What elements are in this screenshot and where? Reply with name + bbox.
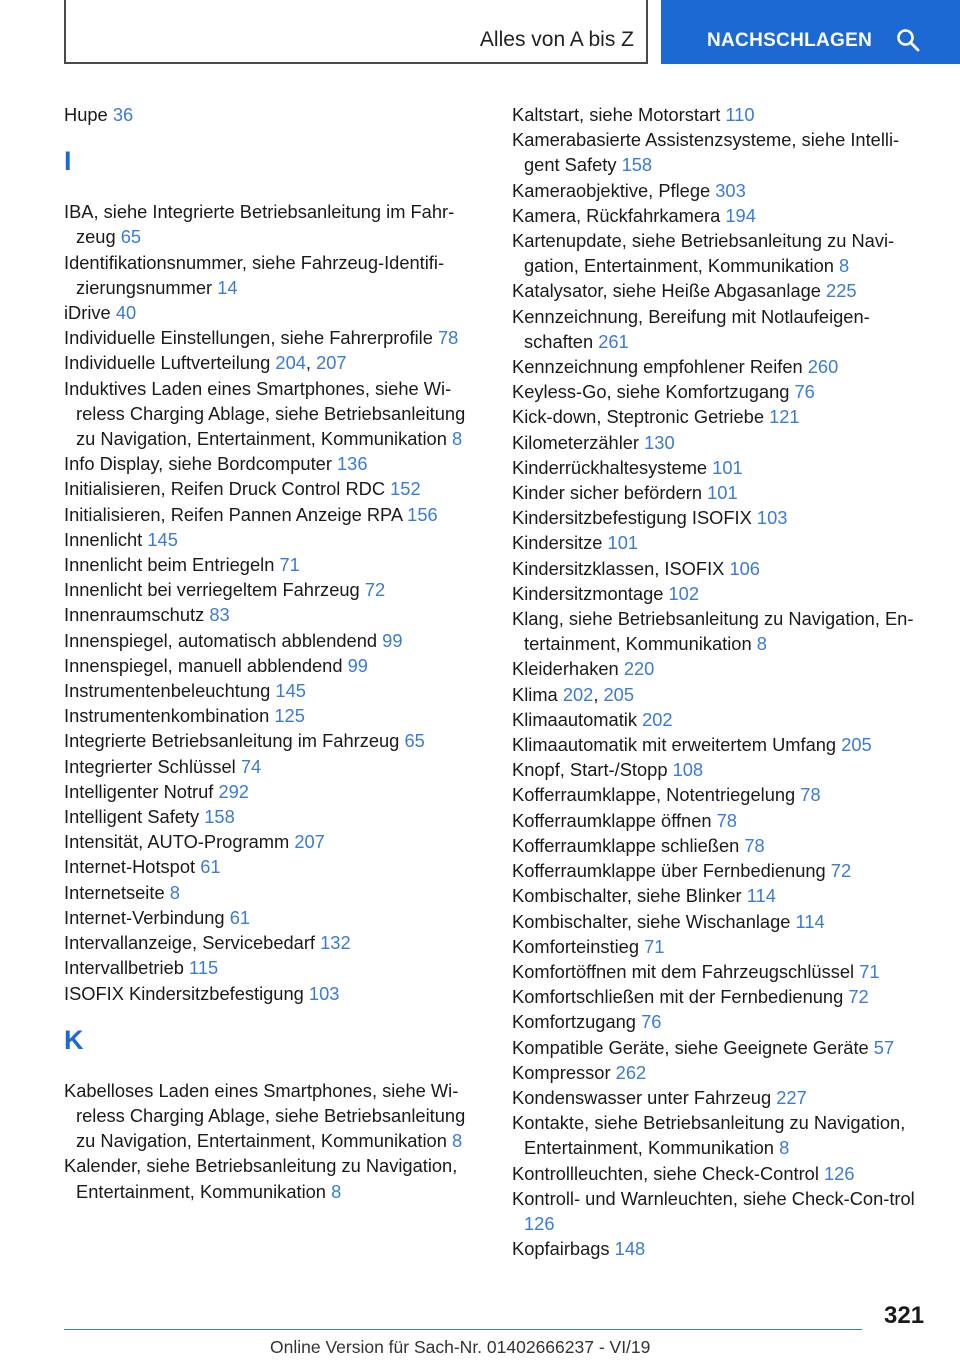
index-term: Kaltstart, siehe Motorstart: [512, 104, 721, 125]
index-term: Intelligenter Notruf: [64, 780, 214, 802]
index-entry: [512, 1035, 932, 1060]
page-link[interactable]: 99: [347, 654, 368, 676]
index-term: Innenraumschutz: [64, 604, 205, 626]
index-term: Komforteinstieg: [512, 935, 640, 957]
index-term: Kleiderhaken: [512, 658, 619, 680]
index-entry: [512, 959, 932, 984]
index-entry: [64, 451, 484, 476]
page-link[interactable]: 61: [200, 856, 221, 878]
index-term: Individuelle Luftverteilung: [64, 352, 271, 374]
page-link[interactable]: 8: [169, 881, 180, 903]
index-term: Kartenupdate, siehe Betriebsanleitung zu Navi-gation, Entertainment, Kommunikation: [512, 230, 895, 277]
page-link[interactable]: 71: [859, 960, 880, 982]
index-entry: [64, 678, 484, 703]
page-link[interactable]: 207: [316, 352, 347, 374]
page-link[interactable]: 14: [217, 276, 238, 298]
index-term: Individuelle Einstellungen, siehe Fahrerprofile: [64, 327, 433, 349]
page-link[interactable]: 101: [607, 532, 639, 554]
index-term: Identifikationsnummer, siehe Fahrzeug-Identifi-zierungsnummer: [64, 251, 445, 298]
index-term: Kombischalter, siehe Wischanlage: [512, 910, 791, 932]
index-column-left: [64, 102, 484, 1204]
index-entry: [64, 502, 484, 527]
index-entry: [512, 1236, 932, 1261]
index-term: Innenspiegel, automatisch abblendend: [64, 629, 378, 651]
page-link[interactable]: 260: [807, 356, 839, 378]
index-term: Internet-Verbindung: [64, 906, 225, 928]
index-term: Kontakte, siehe Betriebsanleitung zu Navigation, Entertainment, Kommunikation: [512, 1112, 906, 1159]
index-term: Instrumentenkombination: [64, 705, 270, 727]
index-term: Kinder sicher befördern: [512, 482, 703, 504]
index-term: Kindersitze: [512, 532, 603, 554]
index-term: Instrumentenbeleuchtung: [64, 680, 271, 702]
index-term: Kompatible Geräte, siehe Geeignete Geräte: [512, 1036, 869, 1058]
page-link[interactable]: 262: [615, 1061, 647, 1083]
index-entry: [512, 707, 932, 732]
index-term: Kameraobjektive, Pflege: [512, 179, 711, 201]
page-link[interactable]: 125: [274, 705, 305, 727]
page-link[interactable]: 102: [668, 582, 700, 604]
index-entry: [512, 732, 932, 757]
index-term: Kontroll- und Warnleuchten, siehe Check-Con-trol: [512, 1187, 915, 1209]
page-link[interactable]: 99: [382, 629, 403, 651]
nachschlagen-tab[interactable]: [661, 0, 960, 64]
page-link[interactable]: 57: [873, 1036, 895, 1058]
index-term: Kennzeichnung empfohlener Reifen: [512, 356, 803, 378]
index-entry: [64, 527, 484, 552]
index-term: Innenlicht bei verriegeltem Fahrzeug: [64, 579, 360, 601]
index-entry: [64, 804, 484, 829]
index-entry: [512, 178, 932, 203]
header-title: Alles von A bis Z: [479, 28, 634, 51]
page-link[interactable]: 106: [729, 557, 760, 579]
page-link[interactable]: 72: [830, 860, 852, 882]
index-entry: [512, 858, 932, 883]
index-term: Komfortzugang: [512, 1011, 636, 1033]
page-link[interactable]: 303: [715, 179, 746, 201]
index-term: Intensität, AUTO-Programm: [64, 831, 290, 853]
index-entry: [512, 278, 932, 303]
index-term: Kontrollleuchten, siehe Check-Control: [512, 1162, 819, 1184]
page-link[interactable]: 71: [279, 554, 300, 576]
page-link[interactable]: 114: [746, 885, 776, 907]
index-entry: [512, 1110, 932, 1160]
index-term: iDrive: [64, 302, 111, 324]
index-term: Kofferraumklappe öffnen: [512, 809, 712, 831]
page-link[interactable]: 8: [331, 1180, 342, 1202]
page-link[interactable]: 202: [642, 708, 673, 730]
index-term: Komfortöffnen mit dem Fahrzeugschlüssel: [512, 960, 855, 982]
section-letter: I: [64, 146, 72, 177]
page-link[interactable]: 83: [209, 604, 230, 626]
index-entry: [512, 480, 932, 505]
index-entry: [512, 984, 932, 1009]
header-title-box: [64, 0, 648, 64]
index-term: Internet-Hotspot: [64, 856, 196, 878]
page-link[interactable]: 8: [756, 633, 767, 655]
index-term: Klimaautomatik: [512, 708, 637, 730]
page-link[interactable]: 136: [337, 453, 368, 475]
index-entry: [512, 404, 932, 429]
page-link[interactable]: 204: [275, 352, 306, 374]
index-entry: [512, 883, 932, 908]
index-term: Kindersitzmontage: [512, 582, 664, 604]
index-entry: [64, 476, 484, 501]
page-link[interactable]: 152: [390, 478, 421, 500]
page-link[interactable]: 158: [204, 806, 235, 828]
page-link[interactable]: 72: [364, 579, 386, 601]
index-entry: [64, 1153, 484, 1203]
page-link[interactable]: 40: [115, 302, 137, 324]
index-term: Kompressor: [512, 1061, 611, 1083]
page-link[interactable]: 65: [404, 730, 425, 752]
page-link[interactable]: 78: [716, 809, 737, 831]
page-link[interactable]: 61: [229, 906, 251, 928]
page-link[interactable]: 76: [794, 381, 815, 403]
page-link[interactable]: 227: [776, 1086, 807, 1108]
page-link[interactable]: 114: [795, 910, 825, 932]
index-entry: [512, 909, 932, 934]
page-link[interactable]: 148: [614, 1238, 646, 1260]
index-entry: [512, 304, 932, 354]
page-link[interactable]: 132: [320, 932, 351, 954]
index-term: Intervallbetrieb: [64, 957, 184, 979]
index-entry: [512, 934, 932, 959]
page-link[interactable]: 76: [641, 1011, 662, 1033]
index-term: Initialisieren, Reifen Pannen Anzeige RPA: [64, 503, 403, 525]
index-entry: [64, 955, 484, 980]
page-link[interactable]: 78: [744, 834, 765, 856]
index-term: IBA, siehe Integrierte Betriebsanleitung im Fahr-zeug: [64, 201, 455, 248]
index-term: Kamerabasierte Assistenzsysteme, siehe Intelli-gent Safety: [512, 129, 900, 176]
page-link[interactable]: 121: [769, 406, 800, 428]
index-entry: [64, 854, 484, 879]
index-term: Integrierter Schlüssel: [64, 755, 236, 777]
footer-version-text: Online Version für Sach-Nr. 01402666237 - VI/19: [270, 1337, 651, 1357]
index-term: Intelligent Safety: [64, 806, 200, 828]
index-entry: [64, 199, 484, 249]
index-entry: [64, 981, 484, 1006]
page-link[interactable]: 130: [644, 431, 675, 453]
page-link[interactable]: 74: [240, 755, 262, 777]
page-link[interactable]: 126: [823, 1162, 855, 1184]
search-icon[interactable]: [896, 28, 920, 52]
index-entry: [64, 829, 484, 854]
index-entry: [64, 102, 484, 127]
index-term: Klima: [512, 683, 558, 705]
index-entry: [64, 880, 484, 905]
index-term: Keyless-Go, siehe Komfortzugang: [512, 381, 790, 403]
index-term: Kabelloses Laden eines Smartphones, siehe Wi-reless Charging Ablage, siehe Betriebsanleitung zu Navigation, Entertainment, Kommunikation: [64, 1079, 466, 1152]
page-link[interactable]: 145: [147, 528, 178, 550]
page-link[interactable]: 205: [841, 734, 872, 756]
index-entry: [64, 628, 484, 653]
index-term: Klang, siehe Betriebsanleitung zu Navigation, En-tertainment, Kommunikation: [512, 608, 914, 655]
index-entry: [512, 430, 932, 455]
index-term: Kofferraumklappe, Notentriegelung: [512, 784, 796, 806]
page-link[interactable]: 156: [407, 503, 438, 525]
index-term: Kofferraumklappe über Fernbedienung: [512, 860, 826, 882]
index-entry: [64, 779, 484, 804]
page-link[interactable]: 65: [120, 226, 142, 248]
index-entry: [512, 127, 932, 177]
index-term: Induktives Laden eines Smartphones, siehe Wi-reless Charging Ablage, siehe Betriebsanleitung zu Navigation, Entertainment, Kommunikation: [64, 377, 466, 450]
index-entry: [64, 577, 484, 602]
index-term: Internetseite: [64, 881, 165, 903]
page-link[interactable]: 292: [218, 780, 249, 802]
index-term: Kalender, siehe Betriebsanleitung zu Navigation, Entertainment, Kommunikation: [64, 1155, 458, 1202]
page-link[interactable]: 103: [308, 982, 340, 1004]
index-entry: [512, 782, 932, 807]
index-entry: Klima 202, 205: [512, 683, 635, 705]
index-term: Hupe: [64, 104, 108, 125]
index-entry: [64, 905, 484, 930]
index-entry: [512, 556, 932, 581]
index-entry: [64, 728, 484, 753]
page-link[interactable]: 225: [826, 280, 857, 302]
index-entry: [512, 379, 932, 404]
index-term: Kondenswasser unter Fahrzeug: [512, 1086, 772, 1108]
index-entry: [512, 354, 932, 379]
page-link[interactable]: 71: [644, 935, 665, 957]
index-entry: [64, 300, 484, 325]
page-link[interactable]: 194: [725, 204, 756, 226]
page-link[interactable]: 220: [623, 658, 655, 680]
index-entry: [512, 1085, 932, 1110]
page-link[interactable]: 78: [438, 327, 459, 349]
page-link[interactable]: 205: [603, 683, 635, 705]
page-link[interactable]: 261: [598, 330, 629, 352]
index-entry: Individuelle Luftverteilung 204, 207: [64, 352, 347, 374]
index-term: Kilometerzähler: [512, 431, 640, 453]
index-entry: [512, 203, 932, 228]
index-entry: [512, 833, 932, 858]
page-link[interactable]: 36: [112, 104, 134, 125]
index-term: Kennzeichnung, Bereifung mit Notlaufeigen-schaften: [512, 305, 870, 352]
page-link[interactable]: 8: [779, 1137, 790, 1159]
index-entry: [64, 325, 484, 350]
index-entry: [512, 1186, 932, 1236]
page-number: 321: [884, 1302, 925, 1329]
index-entry: [512, 455, 932, 480]
index-column-right: [512, 102, 932, 1261]
index-entry: [512, 1060, 932, 1085]
index-entry: [64, 754, 484, 779]
index-entry: [64, 703, 484, 728]
index-entry: [512, 757, 932, 782]
index-entry: [64, 376, 484, 452]
index-term: Katalysator, siehe Heiße Abgasanlage: [512, 280, 821, 302]
index-entry: [512, 1161, 932, 1186]
index-term: Kindersitzklassen, ISOFIX: [512, 557, 725, 579]
index-term: Intervallanzeige, Servicebedarf: [64, 932, 316, 954]
index-term: Info Display, siehe Bordcomputer: [64, 453, 332, 475]
page-link[interactable]: 101: [707, 482, 738, 504]
index-entry: [512, 102, 932, 127]
index-term: Kombischalter, siehe Blinker: [512, 885, 742, 907]
index-term: Integrierte Betriebsanleitung im Fahrzeug: [64, 730, 400, 752]
index-term: Innenlicht: [64, 528, 143, 550]
page-link[interactable]: 8: [839, 255, 850, 277]
index-term: Kamera, Rückfahrkamera: [512, 204, 721, 226]
index-entry: [512, 228, 932, 278]
page-link[interactable]: 72: [848, 986, 869, 1008]
index-term: ISOFIX Kindersitzbefestigung: [64, 982, 304, 1004]
page-link[interactable]: 101: [712, 456, 743, 478]
page-link[interactable]: 110: [725, 104, 755, 125]
index-entry: [64, 602, 484, 627]
index-entry: [64, 1078, 484, 1154]
index-entry: [64, 250, 484, 300]
page-link[interactable]: 126: [524, 1212, 555, 1234]
index-term: Innenspiegel, manuell abblendend: [64, 654, 343, 676]
index-term: Kinderrückhaltesysteme: [512, 456, 708, 478]
page-link[interactable]: 145: [275, 680, 306, 702]
page-link[interactable]: 103: [756, 507, 788, 529]
nachschlagen-label: NACHSCHLAGEN: [707, 30, 873, 51]
index-term: Kick-down, Steptronic Getriebe: [512, 406, 764, 428]
index-entry: [64, 930, 484, 955]
index-term: Initialisieren, Reifen Druck Control RDC: [64, 478, 386, 500]
section-letter: K: [64, 1024, 84, 1055]
index-term: Kopfairbags: [512, 1238, 610, 1260]
index-entry: [512, 1009, 932, 1034]
index-term: Kofferraumklappe schließen: [512, 834, 740, 856]
index-entry: [512, 606, 932, 656]
page-link[interactable]: 158: [621, 154, 653, 176]
index-entry: [512, 530, 932, 555]
page-link[interactable]: 202: [562, 683, 594, 705]
index-term: Komfortschließen mit der Fernbedienung: [512, 986, 844, 1008]
index-term: Kindersitzbefestigung ISOFIX: [512, 507, 752, 529]
footer-divider: [64, 1329, 862, 1330]
page-link[interactable]: 108: [672, 759, 704, 781]
page-link[interactable]: 207: [294, 831, 325, 853]
index-entry: [512, 808, 932, 833]
index-term: Klimaautomatik mit erweitertem Umfang: [512, 734, 837, 756]
page-link[interactable]: 8: [452, 1130, 463, 1152]
index-entry: [512, 581, 932, 606]
index-entry: [512, 505, 932, 530]
page-link[interactable]: 78: [800, 784, 821, 806]
index-term: Innenlicht beim Entriegeln: [64, 554, 275, 576]
index-entry: [64, 552, 484, 577]
index-term: Knopf, Start-/Stopp: [512, 759, 668, 781]
page-link[interactable]: 8: [452, 428, 463, 450]
index-entry: [64, 653, 484, 678]
page-link[interactable]: 115: [189, 957, 219, 979]
index-entry: [512, 656, 932, 681]
